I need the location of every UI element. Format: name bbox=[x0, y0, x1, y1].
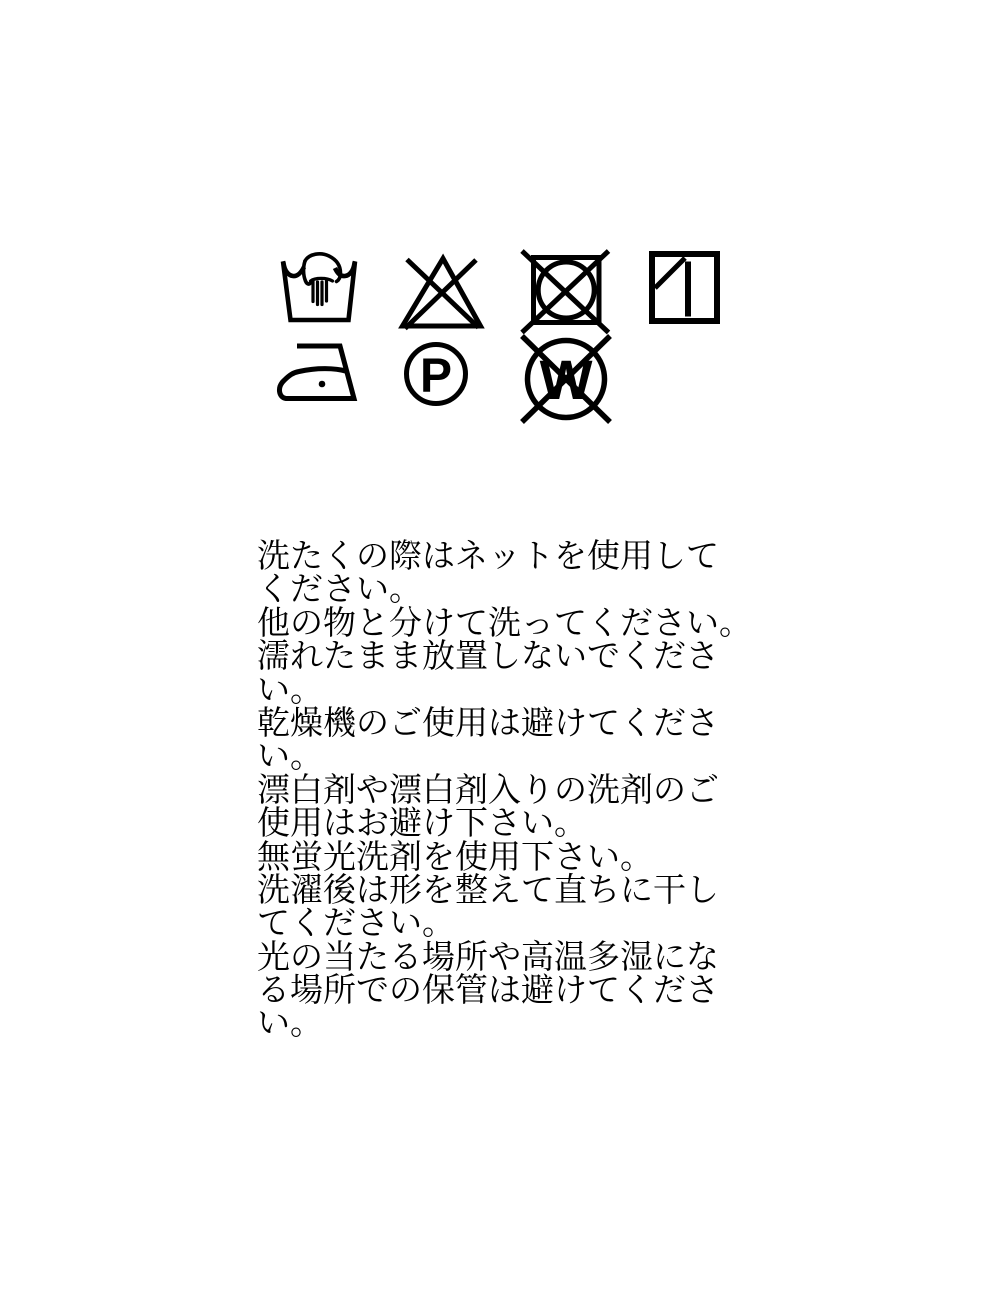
instruction-line: る場所での保管は避けてくださ bbox=[257, 971, 719, 1009]
iron-temperature-dot bbox=[319, 381, 326, 388]
care-instructions bbox=[257, 539, 752, 1040]
instruction-line: 洗たくの際はネットを使用して bbox=[257, 537, 719, 574]
line-dry-in-shade-icon bbox=[646, 249, 722, 325]
iron-low-heat-icon bbox=[272, 334, 372, 416]
wet-clean-letter: W bbox=[539, 348, 593, 411]
dry-clean-p-icon bbox=[404, 342, 468, 406]
do-not-wet-clean-icon bbox=[514, 328, 618, 432]
instruction-line: い。 bbox=[257, 1004, 323, 1042]
dry-clean-letter: P bbox=[419, 349, 453, 403]
instruction-line: 乾燥機のご使用は避けてくださ bbox=[257, 703, 719, 741]
do-not-bleach-icon bbox=[398, 252, 486, 332]
do-not-tumble-dry-icon bbox=[518, 248, 612, 336]
instruction-line: てください。 bbox=[257, 904, 455, 942]
instruction-line: 光の当たる場所や高温多湿にな bbox=[257, 937, 719, 975]
instruction-line: 使用はお避け下さい。 bbox=[257, 804, 587, 842]
instruction-line: 漂白剤や漂白剤入りの洗剤のご bbox=[257, 770, 719, 808]
instruction-line: 他の物と分けて洗ってください。 bbox=[257, 603, 752, 641]
instruction-line: ください。 bbox=[257, 570, 422, 608]
instruction-line: い。 bbox=[257, 670, 323, 708]
instruction-line: 濡れたまま放置しないでくださ bbox=[257, 637, 719, 675]
instruction-line: 洗濯後は形を整えて直ちに干し bbox=[257, 870, 719, 908]
instruction-line: い。 bbox=[257, 737, 323, 775]
instruction-line: 無蛍光洗剤を使用下さい。 bbox=[257, 837, 653, 875]
hand-wash-icon bbox=[268, 248, 368, 332]
